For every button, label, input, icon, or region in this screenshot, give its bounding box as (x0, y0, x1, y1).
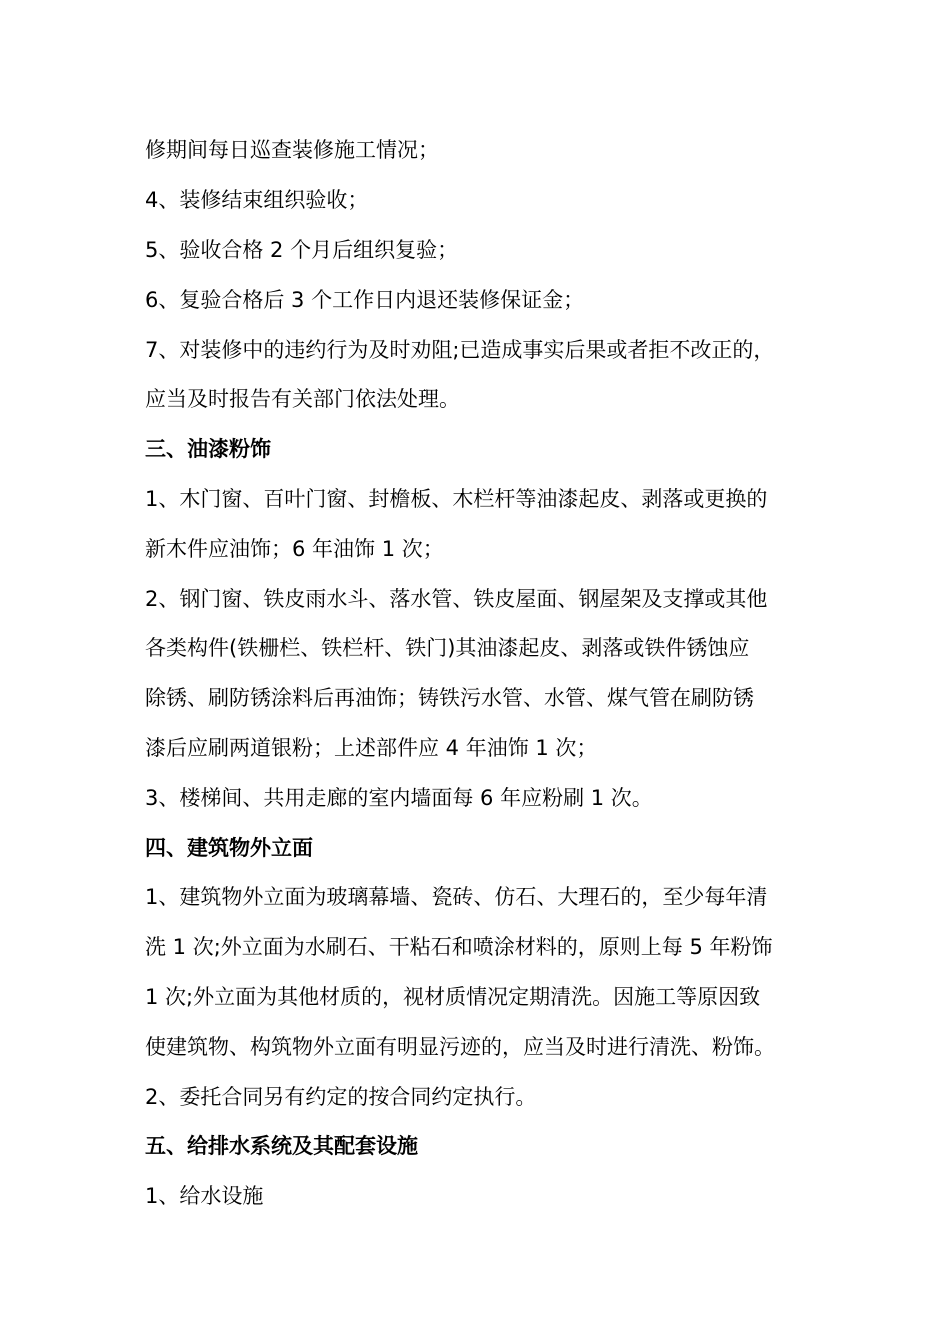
text-line: 1 次;外立面为其他材质的，视材质情况定期清洗。因施工等原因致 (145, 985, 761, 1009)
text-line: 2、委托合同另有约定的按合同约定执行。 (145, 1085, 537, 1109)
text-line: 4、装修结束组织验收； (145, 188, 369, 212)
section-heading: 五、给排水系统及其配套设施 (145, 1134, 418, 1158)
text-line: 除锈、刷防锈涂料后再油饰；铸铁污水管、水管、煤气管在刷防锈 (145, 686, 754, 710)
text-line: 5、验收合格 2 个月后组织复验； (145, 238, 459, 262)
text-line: 2、钢门窗、铁皮雨水斗、落水管、铁皮屋面、钢屋架及支撑或其他 (145, 587, 768, 611)
text-line: 3、楼梯间、共用走廊的室内墙面每 6 年应粉刷 1 次。 (145, 786, 653, 810)
text-line: 使建筑物、构筑物外立面有明显污迹的，应当及时进行清洗、粉饰。 (145, 1035, 775, 1059)
text-line: 漆后应刷两道银粉；上述部件应 4 年油饰 1 次； (145, 736, 598, 760)
section-heading: 三、油漆粉饰 (145, 437, 271, 461)
text-line: 洗 1 次;外立面为水刷石、干粘石和喷涂材料的，原则上每 5 年粉饰 (145, 935, 773, 959)
text-line: 1、建筑物外立面为玻璃幕墙、瓷砖、仿石、大理石的，至少每年清 (145, 885, 768, 909)
text-line: 7、对装修中的违约行为及时劝阻;已造成事实后果或者拒不改正的， (145, 338, 775, 362)
text-line: 应当及时报告有关部门依法处理。 (145, 387, 460, 411)
text-line: 1、给水设施 (145, 1184, 264, 1208)
section-heading: 四、建筑物外立面 (145, 836, 313, 860)
text-line: 6、复验合格后 3 个工作日内退还装修保证金； (145, 288, 585, 312)
text-line: 新木件应油饰；6 年油饰 1 次； (145, 537, 444, 561)
text-line: 各类构件(铁栅栏、铁栏杆、铁门)其油漆起皮、剥落或铁件锈蚀应 (145, 636, 750, 660)
text-line: 1、木门窗、百叶门窗、封檐板、木栏杆等油漆起皮、剥落或更换的 (145, 487, 768, 511)
text-line: 修期间每日巡查装修施工情况； (145, 138, 439, 162)
